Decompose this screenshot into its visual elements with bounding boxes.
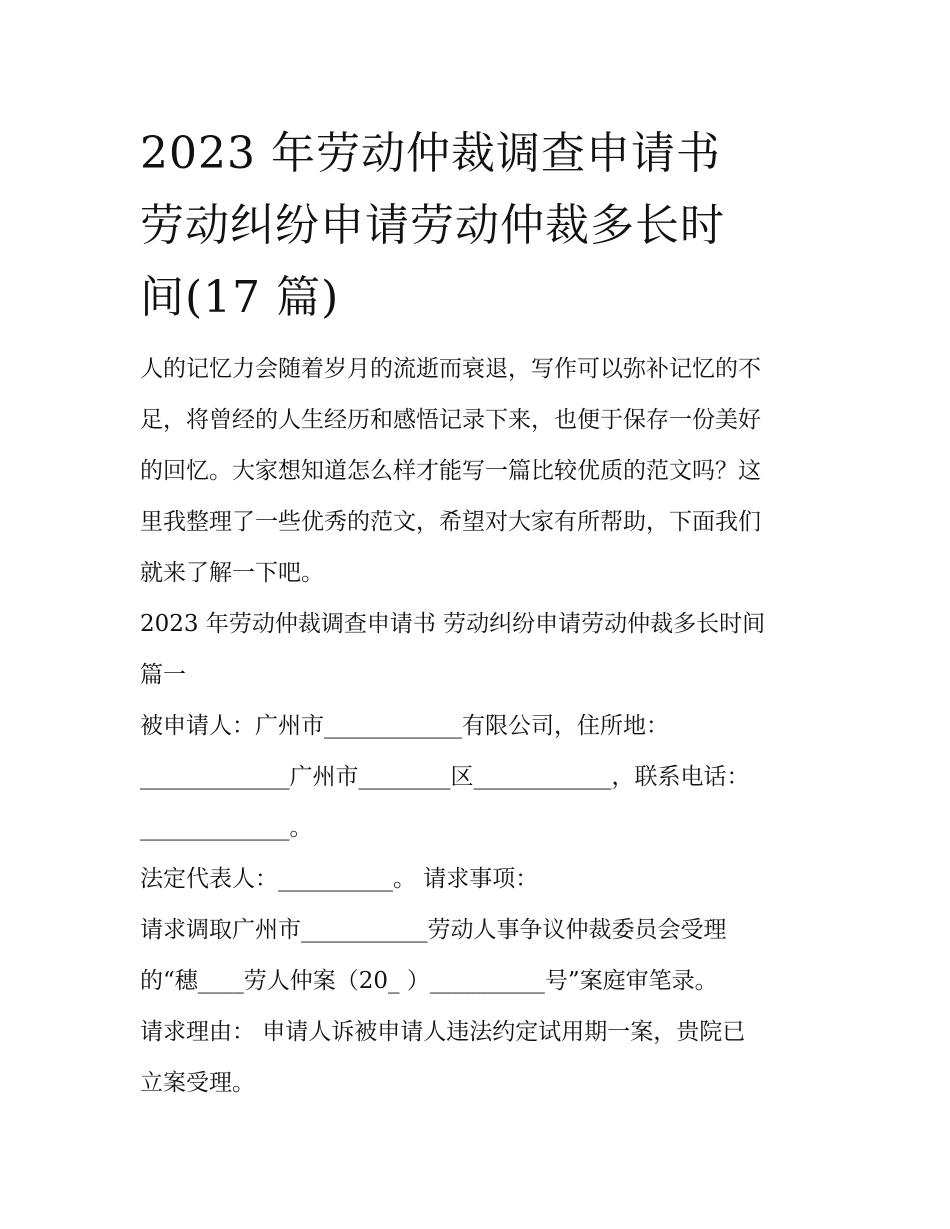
intro-line-4: 里我整理了一些优秀的范文，希望对大家有所帮助，下面我们 bbox=[140, 509, 761, 535]
respondent-line-3: _____________。 bbox=[140, 815, 313, 841]
document-page bbox=[140, 118, 820, 1109]
reason-line-2: 立案受理。 bbox=[140, 1070, 255, 1096]
title-line-3: 间(17 篇) bbox=[140, 272, 340, 323]
title-line-2: 劳动纠纷申请劳动仲裁多长时 bbox=[140, 200, 725, 251]
section-heading: 2023 年劳动仲裁调查申请书 劳动纠纷申请劳动仲裁多长时间 bbox=[140, 611, 766, 637]
document-title bbox=[140, 118, 820, 334]
legal-representative-line: 法定代表人：__________。 请求事项： bbox=[140, 866, 539, 892]
intro-line-3: 的回忆。大家想知道怎么样才能写一篇比较优质的范文吗？这 bbox=[140, 458, 761, 484]
respondent-line-1: 被申请人：广州市____________有限公司，住所地： bbox=[140, 713, 669, 739]
intro-line-1: 人的记忆力会随着岁月的流逝而衰退，写作可以弥补记忆的不 bbox=[140, 356, 761, 382]
title-line-1: 2023 年劳动仲裁调查申请书 bbox=[140, 128, 721, 179]
document-body bbox=[140, 344, 820, 1109]
respondent-line-2: _____________广州市________区____________，联系电话： bbox=[140, 764, 750, 790]
request-line-1: 请求调取广州市___________劳动人事争议仲裁委员会受理 bbox=[140, 917, 727, 943]
section-label: 篇一 bbox=[140, 662, 186, 688]
request-line-2: 的“穗____劳人仲案（20_ ）__________号”案庭审笔录。 bbox=[140, 968, 718, 994]
intro-line-2: 足，将曾经的人生经历和感悟记录下来，也便于保存一份美好 bbox=[140, 407, 761, 433]
intro-line-5: 就来了解一下吧。 bbox=[140, 560, 324, 586]
reason-line-1: 请求理由： 申请人诉被申请人违法约定试用期一案，贵院已 bbox=[140, 1019, 746, 1045]
